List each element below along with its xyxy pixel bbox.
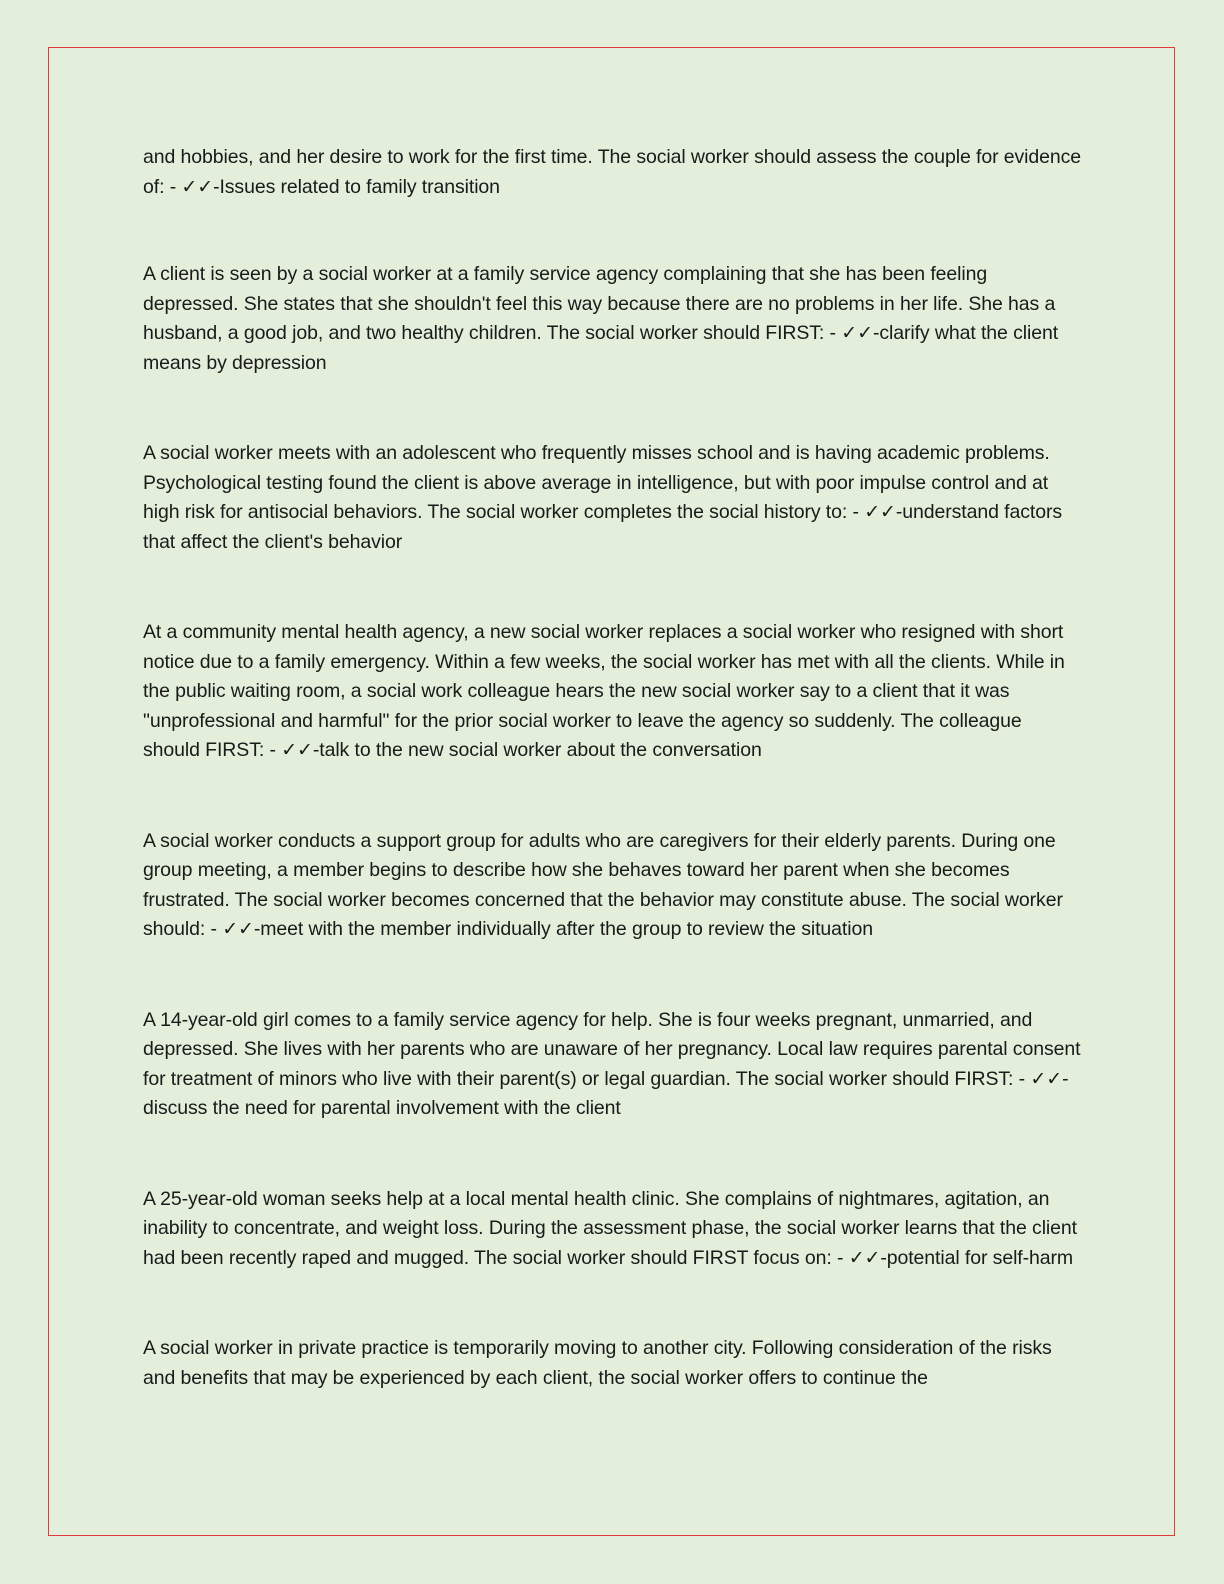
qa-item <box>143 260 1083 378</box>
question-text: A 25-year-old woman seeks help at a local mental health clinic. She complains of nightmares, agitation, an inability to concentrate, and weight loss. During the assessment phase, the social worker learns that the client had been recently raped and mugged. The social worker should FIRST focus on: - <box>143 1187 1077 1269</box>
double-check-icon: ✓✓ <box>222 918 254 940</box>
question-text: A 14-year-old girl comes to a family service agency for help. She is four weeks pregnant, unmarried, and depressed. She lives with her parents who are unaware of her pregnancy. Local law requires parental consent for treatment of minors who live with their parent(s) or legal guardian. The social worker should FIRST: - <box>143 1008 1081 1090</box>
answer-text: -talk to the new social worker about the conversation <box>312 739 762 761</box>
question-text: and hobbies, and her desire to work for the first time. The social worker should assess the couple for evidence of: - <box>143 146 1082 198</box>
answer-text: -meet with the member individually after the group to review the situation <box>253 918 873 940</box>
qa-item <box>143 1006 1083 1124</box>
double-check-icon: ✓✓ <box>864 501 896 523</box>
question-text: At a community mental health agency, a new social worker replaces a social worker who resigned with short notice due to a family emergency. Within a few weeks, the social worker has met with all the clients. While in the public waiting room, a social work colleague hears the new social worker say to a client that it was "unprofessional and harmful" for the prior social worker to leave the agency so suddenly. The colleague should FIRST: - <box>143 621 1065 761</box>
qa-item <box>143 1185 1083 1274</box>
answer-text: -clarify what the client means by depression <box>143 322 1059 374</box>
answer-text: -Issues related to family transition <box>213 175 500 198</box>
document-content <box>143 143 1083 1454</box>
double-check-icon: ✓✓ <box>848 1246 881 1269</box>
double-check-icon: ✓✓ <box>1030 1067 1063 1090</box>
qa-item <box>143 439 1083 557</box>
qa-item <box>143 1334 1083 1393</box>
double-check-icon: ✓✓ <box>181 175 214 198</box>
double-check-icon: ✓✓ <box>281 739 313 761</box>
answer-text: -discuss the need for parental involvement with the client <box>143 1067 1069 1119</box>
question-text: A social worker in private practice is temporarily moving to another city. Following consideration of the risks and benefits that may be experienced by each client, the social worker offers to continue the <box>143 1337 1052 1389</box>
qa-item <box>143 143 1083 202</box>
question-text: A social worker meets with an adolescent who frequently misses school and is having academic problems. Psychological testing found the client is above average in intelligence, but with poor impulse control and at high risk for antisocial behaviors. The social worker completes the social history to: - <box>143 442 1050 523</box>
question-text: A client is seen by a social worker at a family service agency complaining that she has been feeling depressed. She states that she shouldn't feel this way because there are no problems in her life. She has a husband, a good job, and two healthy children. The social worker should FIRST: - <box>143 263 1056 344</box>
double-check-icon: ✓✓ <box>841 322 873 344</box>
question-text: A social worker conducts a support group for adults who are caregivers for their elderly parents. During one group meeting, a member begins to describe how she behaves toward her parent when she becomes frustrated. The social worker becomes concerned that the behavior may constitute abuse. The social worker should: - <box>143 829 1063 940</box>
answer-text: -potential for self-harm <box>880 1246 1074 1269</box>
qa-item <box>143 827 1083 945</box>
answer-text: -understand factors that affect the client's behavior <box>143 501 1062 553</box>
qa-item <box>143 618 1083 766</box>
